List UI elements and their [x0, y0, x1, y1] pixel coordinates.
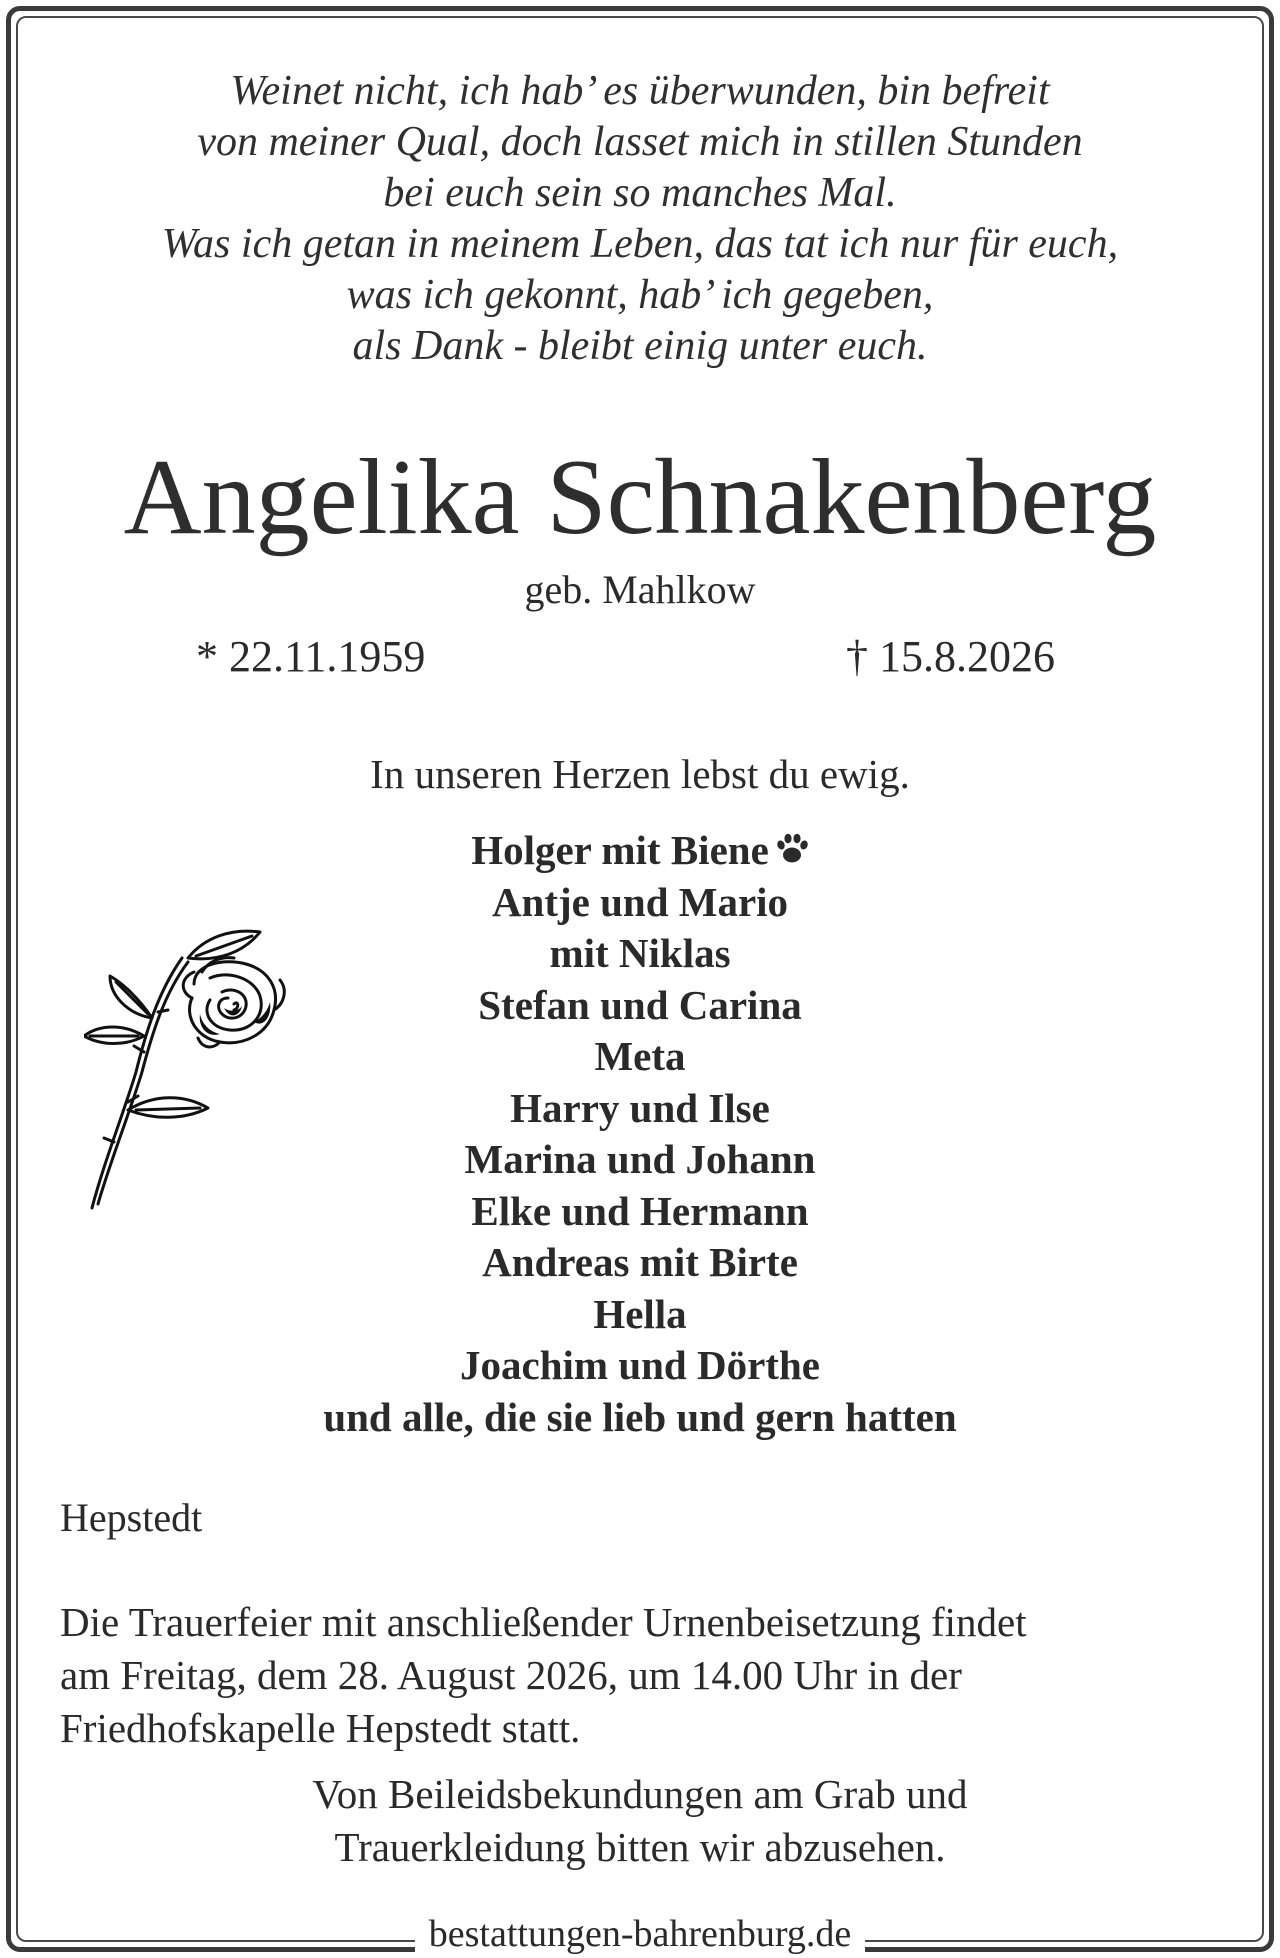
- mourner-entry: Andreas mit Birte: [482, 1239, 798, 1285]
- poem: [0, 66, 1280, 372]
- poem-line: Weinet nicht, ich hab’ es überwunden, bin befreit: [230, 68, 1050, 114]
- condolence-request: [0, 1768, 1280, 1874]
- notice-line: Die Trauerfeier mit anschließender Urnenbeisetzung findet: [60, 1599, 1027, 1645]
- notice-line: Friedhofskapelle Hepstedt statt.: [60, 1705, 581, 1751]
- mourner-entry: mit Niklas: [549, 930, 731, 976]
- maiden-name: geb. Mahlkow: [524, 567, 756, 612]
- mourner-entry: Hella: [593, 1290, 687, 1337]
- mourner-entry: Harry und Ilse: [510, 1084, 770, 1131]
- birth-date: * 22.11.1959: [196, 632, 426, 681]
- mourner-entry: Elke und Hermann: [471, 1187, 809, 1234]
- mourner-entry: [0, 825, 1280, 877]
- motto: In unseren Herzen lebst du ewig.: [370, 751, 910, 797]
- mourner-entry: Antje und Mario: [491, 878, 789, 925]
- mourner-entry: Meta: [594, 1033, 686, 1079]
- death-date: † 15.8.2026: [846, 632, 1055, 681]
- request-line: Von Beileidsbekundungen am Grab und: [312, 1771, 968, 1817]
- mourner-entry: und alle, die sie lieb und gern hatten: [323, 1393, 957, 1440]
- website-link[interactable]: bestattungen-bahrenburg.de: [415, 1913, 865, 1955]
- poem-line: Was ich getan in meinem Leben, das tat ich nur für euch,: [161, 221, 1119, 267]
- poem-line: von meiner Qual, doch lasset mich in stillen Stunden: [197, 119, 1083, 165]
- notice-line: am Freitag, dem 28. August 2026, um 14.00 Uhr in der: [60, 1652, 962, 1698]
- poem-line: was ich gekonnt, hab’ ich gegeben,: [346, 272, 934, 318]
- poem-line: als Dank - bleibt einig unter euch.: [352, 323, 928, 369]
- mourner-entry: Stefan und Carina: [478, 981, 802, 1028]
- rose-icon: [84, 912, 324, 1214]
- mourner-entry: Marina und Johann: [464, 1136, 816, 1182]
- poem-line: bei euch sein so manches Mal.: [383, 170, 897, 216]
- request-line: Trauerkleidung bitten wir abzusehen.: [334, 1824, 946, 1870]
- place: Hepstedt: [60, 1495, 203, 1540]
- footer: [0, 1912, 1280, 1956]
- funeral-notice: [60, 1596, 1230, 1755]
- mourner-entry: Joachim und Dörthe: [460, 1342, 820, 1388]
- deceased-name: Angelika Schnakenberg: [123, 438, 1157, 557]
- paw-icon: [775, 832, 809, 866]
- mourner-name: Holger mit Biene: [471, 827, 769, 873]
